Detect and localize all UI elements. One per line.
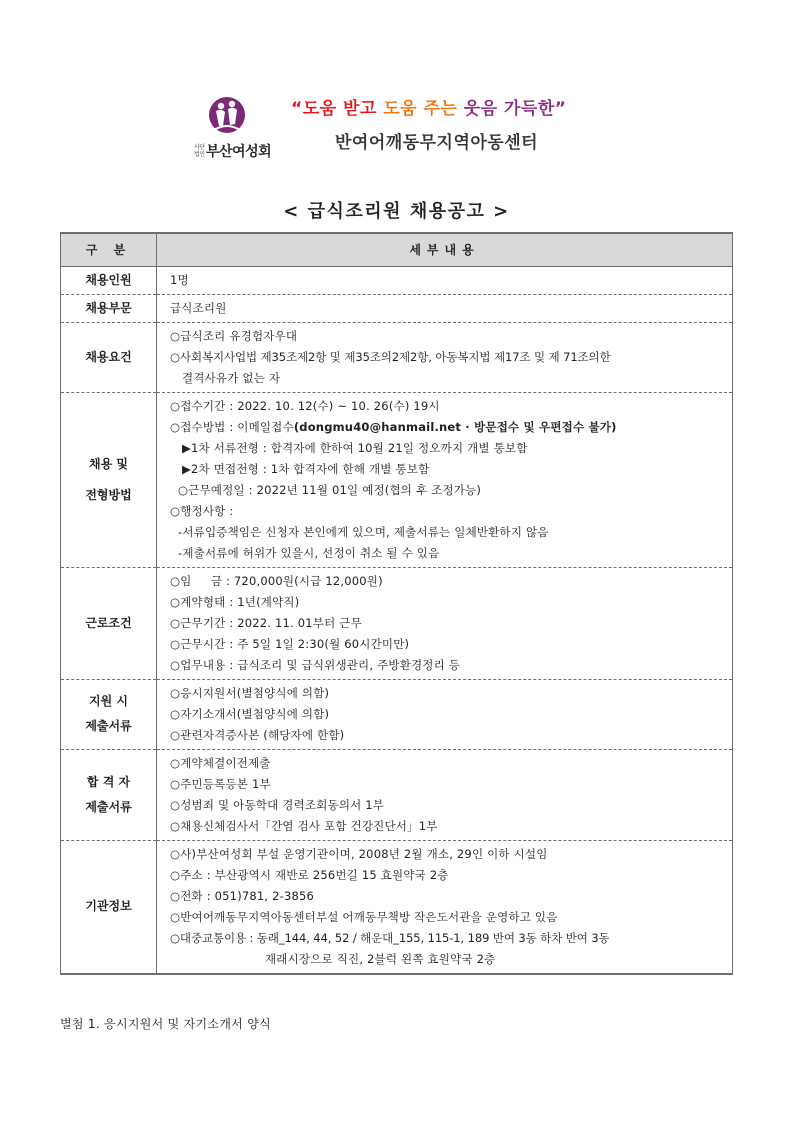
attachment-note: 별첨 1. 응시지원서 및 자기소개서 양식 [60,1017,272,1031]
row-label: 채용부문 [61,294,157,322]
logo-sub-bottom: 법인 [194,151,205,158]
table-row-org [61,840,733,974]
slogan-part-3: 웃음 가득한 [463,99,555,119]
row-label [61,679,157,749]
content-line: ○전화 : 051)781, 2-3856 [170,888,315,903]
row-label: 채용인원 [61,266,157,294]
table-row-process [61,392,733,567]
content-line: ○근무예정일 : 2022년 11월 01일 예정(협의 후 조정가능) [178,482,482,497]
content-line [170,417,732,438]
logo-figures-icon [206,94,248,136]
content-line: 1명 [170,272,189,287]
content-line: ○근무기간 : 2022. 11. 01부터 근무 [170,615,362,630]
row-content [157,266,733,294]
content-line: ○근무시간 : 주 5일 1일 2:30(월 60시간미만) [170,636,410,651]
content-line: ○성범죄 및 아동학대 경력조회동의서 1부 [170,797,385,812]
content-line: ○자기소개서(별첨양식에 의함) [170,706,330,721]
content-line: ○계약형태 : 1년(계약직) [170,594,300,609]
content-line: ○업무내용 : 급식조리 및 급식위생관리, 주방환경정리 등 [170,657,461,672]
slogan-open-quote: “ [291,99,303,119]
header [0,88,793,168]
row-content [157,749,733,840]
slogan-close-quote: ” [554,99,567,119]
row-label [61,749,157,840]
row-label-line: 제출서류 [85,719,132,733]
slogan-part-2: 도움 주는 [383,99,458,119]
content-line: 결격사유가 없는 자 [182,370,281,385]
row-content [157,567,733,679]
table-row-pass-docs [61,749,733,840]
recruitment-table [60,232,733,975]
email-address: (dongmu40@hanmail.net · 방문접수 및 우편접수 불가) [293,419,617,434]
logo-subtext [194,144,205,158]
table-row-headcount [61,266,733,294]
content-line: ○사회복지사업법 제35조제2항 및 제35조의2제2항, 아동복지법 제17조 및 제 71조의한 [170,349,611,364]
content-line: -서류입증책임은 신청자 본인에게 있으며, 제출서류는 일체반환하지 않음 [178,524,549,539]
logo-sub-top: 사단 [194,144,205,151]
table-row-apply-docs [61,679,733,749]
table-row-requirements [61,322,733,392]
content-line: ○채용신체검사서「간염 검사 포함 건강진단서」1부 [170,818,438,833]
content-line: ○사)부산여성회 부설 운영기관이며, 2008년 2월 개소, 29인 이하 시설임 [170,846,548,861]
table-row-conditions [61,567,733,679]
row-content [157,294,733,322]
row-content [157,392,733,567]
row-label [61,392,157,567]
page-title: < 급식조리원 채용공고 > [283,201,510,222]
slogan-part-1: 도움 받고 [302,99,377,119]
content-line: ○주소 : 부산광역시 재반로 256번길 15 효원약국 2층 [170,867,449,882]
logo-text: 부산여성회 [206,144,272,160]
email-label: ○접수방법 : 이메일접수 [170,419,294,434]
row-label-line: 채용 및 [89,456,128,471]
content-line: -제출서류에 허위가 있을시, 선정이 취소 될 수 있음 [178,545,440,560]
content-line: ○접수기간 : 2022. 10. 12(수) ~ 10. 26(수) 19시 [170,398,440,413]
row-label: 채용요건 [61,322,157,392]
row-label-line: 합 격 자 [86,774,131,789]
row-label: 기관정보 [61,840,157,974]
content-line: ○급식조리 유경험자우대 [170,328,298,343]
header-details: 세부내용 [157,233,733,266]
slogan [291,94,566,119]
content-line: ○주민등록등본 1부 [170,776,271,791]
content-line: ▶2차 면접전형 : 1차 합격자에 한해 개별 통보함 [182,461,430,476]
row-content [157,679,733,749]
content-line: ○임 금 : 720,000원(시급 12,000원) [170,573,383,588]
row-label-line: 지원 시 [89,694,128,708]
header-category: 구 분 [61,233,157,266]
content-line: ○응시지원서(별첨양식에 의함) [170,685,330,700]
content-line: ○대중교통이용 : 동래_144, 44, 52 / 해운대_155, 115-1, 189 반여 3동 하차 반여 3동 [170,930,610,945]
content-line: ○반여어깨동무지역아동센터부설 어깨동무책방 작은도서관을 운영하고 있음 [170,909,558,924]
row-content [157,840,733,974]
table-row-dept [61,294,733,322]
row-label-line: 제출서류 [85,799,132,814]
row-label-line: 전형방법 [85,487,132,502]
row-content [157,322,733,392]
content-line: ○행정사항 : [170,503,234,518]
table-header-row [61,233,733,266]
organization-logo [188,94,274,160]
content-line: ▶1차 서류전형 : 합격자에 한하여 10월 21일 정오까지 개별 통보함 [182,440,528,455]
content-line: ○관련자격증사본 (해당자에 한함) [170,727,345,742]
row-label: 근로조건 [61,567,157,679]
content-line: ○계약체결이전제출 [170,755,271,770]
content-line: 재래시장으로 직진, 2블럭 왼쪽 효원약국 2층 [265,951,496,966]
center-name: 반여어깨동무지역아동센터 [335,133,539,153]
content-line: 급식조리원 [170,300,227,315]
